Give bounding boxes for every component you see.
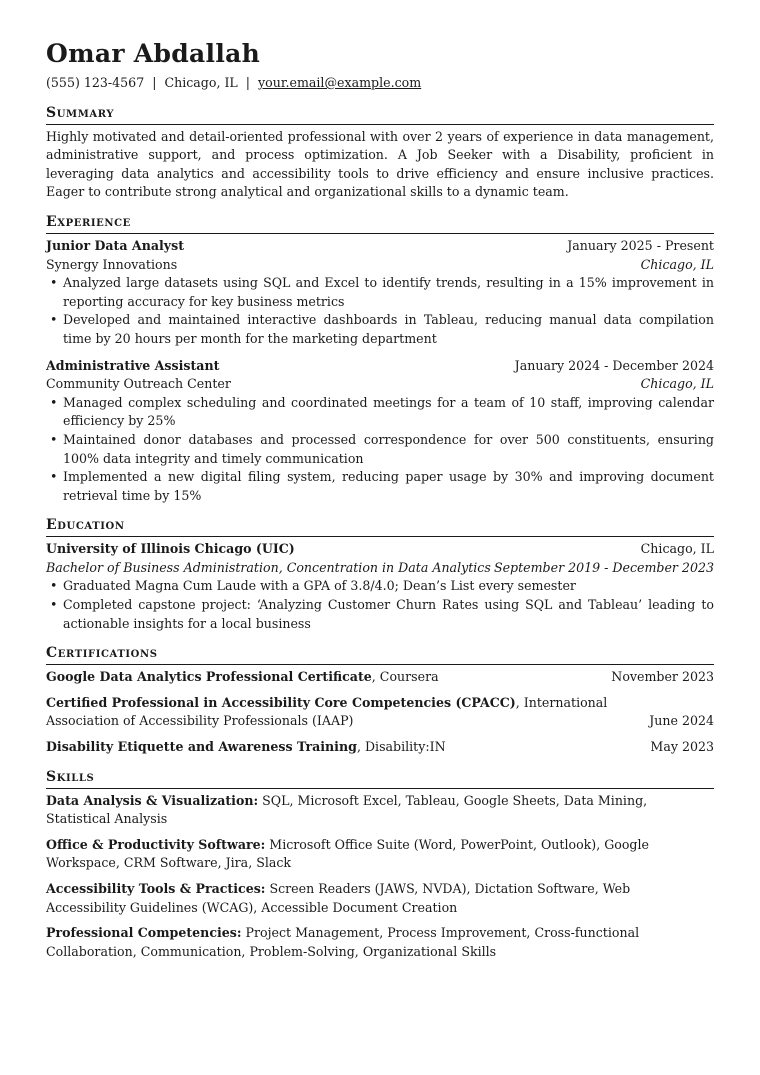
bullet-item: • Graduated Magna Cum Laude with a GPA of 3.8/4.0; Dean’s List every semester [63, 577, 714, 596]
bullet-item: • Managed complex scheduling and coordinated meetings for a team of 10 staff, improving calendar efficiency by 25% [63, 394, 714, 431]
certification-row [46, 668, 714, 687]
job-company: Synergy Innovations [46, 256, 178, 272]
location: Chicago, IL [164, 75, 238, 90]
job-header-row [46, 357, 714, 376]
job-location: Chicago, IL [640, 256, 714, 272]
school-name: University of Illinois Chicago (UIC) [46, 541, 295, 557]
certification-date: November 2023 [611, 669, 714, 685]
section-title-summary: Summary [46, 103, 714, 125]
skill-item [46, 880, 714, 917]
certification-name: Certified Professional in Accessibility Core Competencies (CPACC) [46, 694, 516, 710]
education-dates: September 2019 - December 2023 [493, 559, 714, 575]
school-row [46, 540, 714, 559]
certification-item [46, 668, 714, 687]
skill-text: Microsoft Office Suite (Word, PowerPoint, Outlook), Google Workspace, CRM Software, Jira, Slack [46, 836, 649, 871]
certification-item [46, 738, 714, 757]
education-bullets [46, 577, 714, 633]
skill-text: SQL, Microsoft Excel, Tableau, Google Sheets, Data Mining, Statistical Analysis [46, 792, 648, 827]
job-entry [46, 237, 714, 349]
job-company: Community Outreach Center [46, 376, 231, 392]
certification-row [46, 738, 714, 757]
certification-text [46, 738, 446, 757]
certification-text [46, 694, 714, 731]
contact-line [46, 74, 714, 93]
phone-number: (555) 123-4567 [46, 75, 145, 90]
section-title-skills: Skills [46, 767, 714, 789]
bullet-item: • Implemented a new digital filing system, reducing paper usage by 30% and improving document retrieval time by 15% [63, 468, 714, 505]
bullet-item: • Maintained donor databases and processed correspondence for over 500 constituents, ensuring 100% data integrity and timely communication [63, 431, 714, 468]
skill-item [46, 836, 714, 873]
certification-item [46, 694, 714, 731]
section-title-experience: Experience [46, 212, 714, 234]
skill-label: Professional Competencies: [46, 925, 242, 941]
skill-item [46, 924, 714, 961]
skill-label: Accessibility Tools & Practices: [46, 881, 266, 896]
job-role: Junior Data Analyst [46, 237, 185, 253]
job-entry [46, 357, 714, 506]
skill-text: Screen Readers (JAWS, NVDA), Dictation Software, Web Accessibility Guidelines (WCAG), Accessible Document Creation [46, 881, 631, 915]
email-link[interactable]: your.email@example.com [258, 75, 422, 90]
job-bullets [46, 394, 714, 506]
separator: | [152, 75, 157, 90]
summary-text: Highly motivated and detail-oriented professional with over 2 years of experience in data management, administrative support, and process optimization. A Job Seeker with a Disability, proficient in leveraging data analytics and accessibility tools to drive efficiency and ensure inclusive practices. Eager to contribute strong analytical and organizational skills to a dynamic team. [46, 128, 714, 200]
skill-text: Project Management, Process Improvement, Cross-functional Collaboration, Communication, Problem-Solving, Organizational Skills [46, 925, 640, 959]
certification-name: Google Data Analytics Professional Certificate [46, 669, 372, 685]
education-entry [46, 540, 714, 633]
certification-issuer: , International Association of Accessibility Professionals (IAAP) [46, 694, 608, 729]
job-dates: January 2025 - Present [567, 237, 714, 253]
job-role: Administrative Assistant [46, 357, 220, 373]
job-company-row [46, 375, 714, 394]
job-header-row [46, 237, 714, 256]
certification-date: June 2024 [649, 713, 714, 729]
certification-issuer: , Disability:IN [356, 739, 446, 755]
section-title-certifications: Certifications [46, 643, 714, 665]
resume-page [46, 38, 714, 961]
skill-item [46, 792, 714, 829]
degree-row [46, 559, 714, 578]
candidate-name: Omar Abdallah [46, 39, 261, 68]
certification-name: Disability Etiquette and Awareness Training [46, 739, 357, 755]
bullet-item: • Analyzed large datasets using SQL and Excel to identify trends, resulting in a 15% improvement in reporting accuracy for key business metrics [63, 274, 714, 311]
certification-text [46, 668, 439, 687]
job-location: Chicago, IL [640, 376, 714, 392]
certification-date: May 2023 [650, 739, 714, 755]
job-bullets [46, 274, 714, 348]
job-company-row [46, 256, 714, 275]
skill-label: Data Analysis & Visualization: [46, 792, 259, 808]
separator: | [245, 75, 251, 90]
skill-label: Office & Productivity Software: [46, 836, 266, 852]
school-location: Chicago, IL [640, 541, 714, 557]
section-title-education: Education [46, 515, 714, 537]
bullet-item: • Completed capstone project: ‘Analyzing Customer Churn Rates using SQL and Tableau’ leading to actionable insights for a local business [63, 596, 714, 633]
certification-issuer: , Coursera [371, 669, 439, 685]
job-dates: January 2024 - December 2024 [514, 357, 714, 373]
degree: Bachelor of Business Administration, Concentration in Data Analytics [46, 559, 491, 575]
bullet-item: • Developed and maintained interactive dashboards in Tableau, reducing manual data compilation time by 20 hours per month for the marketing department [63, 311, 714, 348]
